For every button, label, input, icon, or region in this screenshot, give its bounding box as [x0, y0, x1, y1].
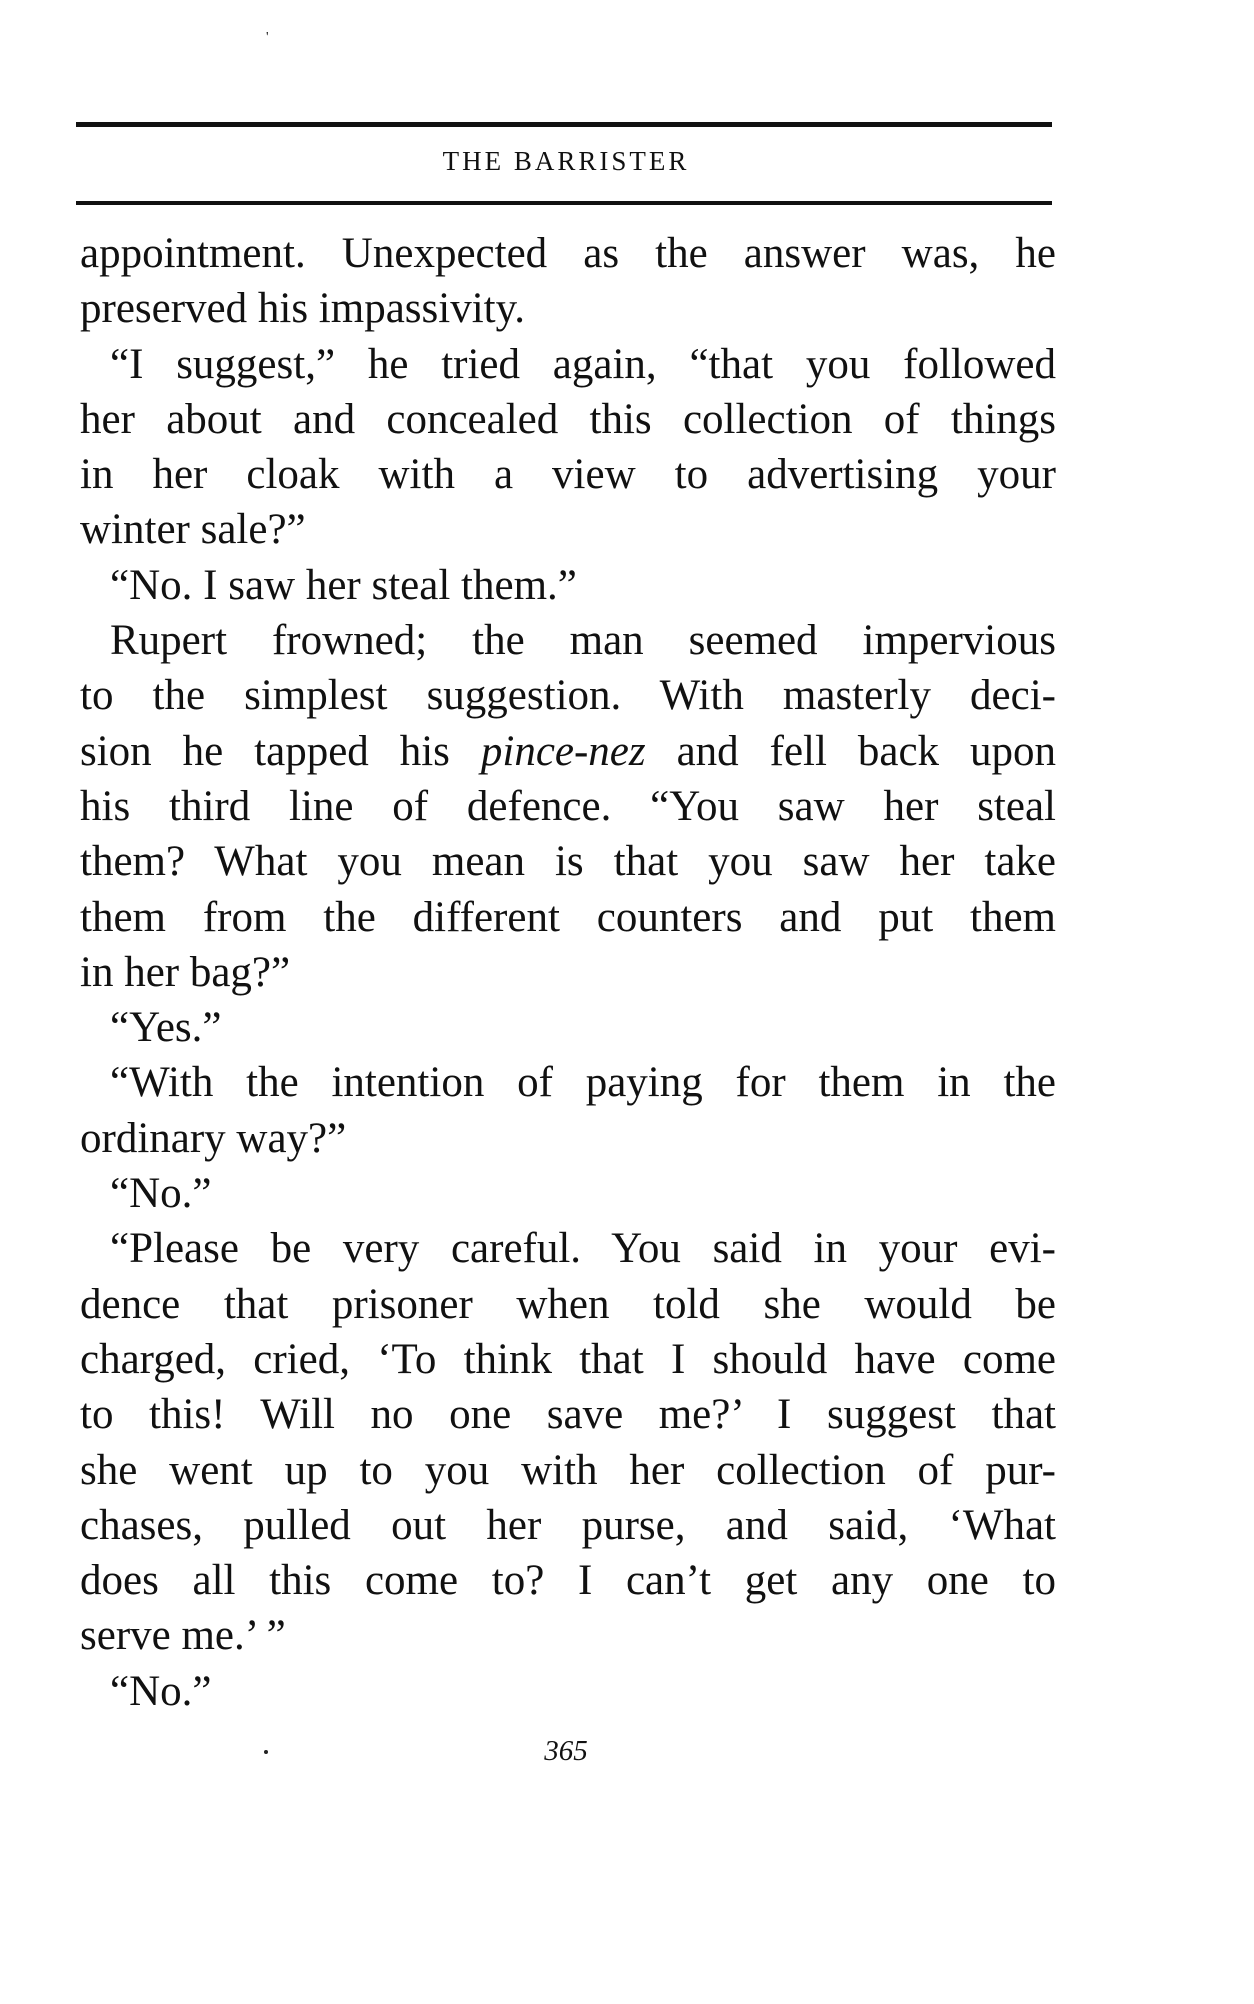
- text-line: “No.”: [110, 1667, 212, 1715]
- text-line: preserved his impassivity.: [80, 285, 526, 333]
- text-line: “Please be very careful. You said in your evi-: [110, 1225, 1056, 1273]
- text-line: “I suggest,” he tried again, “that you followed: [110, 340, 1056, 388]
- text-line: she went up to you with her collection of pur-: [80, 1446, 1056, 1494]
- text-line: “With the intention of paying for them in the: [110, 1059, 1056, 1107]
- body-text: [80, 226, 1056, 1719]
- header-rule-bottom: [76, 201, 1052, 205]
- text-line: them from the different counters and put them: [80, 893, 1056, 941]
- text-line: to this! Will no one save me?’ I suggest that: [80, 1391, 1056, 1439]
- text-line: “No. I saw her steal them.”: [110, 561, 577, 609]
- text-line: in her cloak with a view to advertising your: [80, 451, 1056, 499]
- text-line: “Yes.”: [110, 1004, 222, 1052]
- ink-speck: ': [266, 30, 269, 45]
- text-line: sion he tapped his pince-nez and fell back upon: [80, 727, 1056, 775]
- header-rule-top: [76, 122, 1052, 127]
- italic-term: pince-nez: [480, 727, 646, 775]
- text-line: serve me.’ ”: [80, 1612, 286, 1660]
- text-line: charged, cried, ‘To think that I should have come: [80, 1335, 1056, 1383]
- running-head: THE BARRISTER: [442, 146, 690, 176]
- text-line: ordinary way?”: [80, 1114, 347, 1162]
- text-line: appointment. Unexpected as the answer was, he: [80, 230, 1056, 277]
- text-line: winter sale?”: [80, 506, 306, 554]
- text-line: “No.”: [110, 1170, 212, 1218]
- text-line: them? What you mean is that you saw her take: [80, 838, 1056, 886]
- text-line: Rupert frowned; the man seemed impervious: [110, 617, 1056, 665]
- text-line: does all this come to? I can’t get any one to: [80, 1557, 1056, 1605]
- text-line: dence that prisoner when told she would be: [80, 1280, 1056, 1328]
- text-line: chases, pulled out her purse, and said, ‘What: [80, 1501, 1056, 1549]
- text-line: his third line of defence. “You saw her steal: [80, 782, 1056, 830]
- text-line: to the simplest suggestion. With masterly deci-: [80, 672, 1056, 720]
- text-line: in her bag?”: [80, 948, 291, 996]
- text-line: her about and concealed this collection of things: [80, 395, 1056, 443]
- page-number: 365: [544, 1735, 588, 1767]
